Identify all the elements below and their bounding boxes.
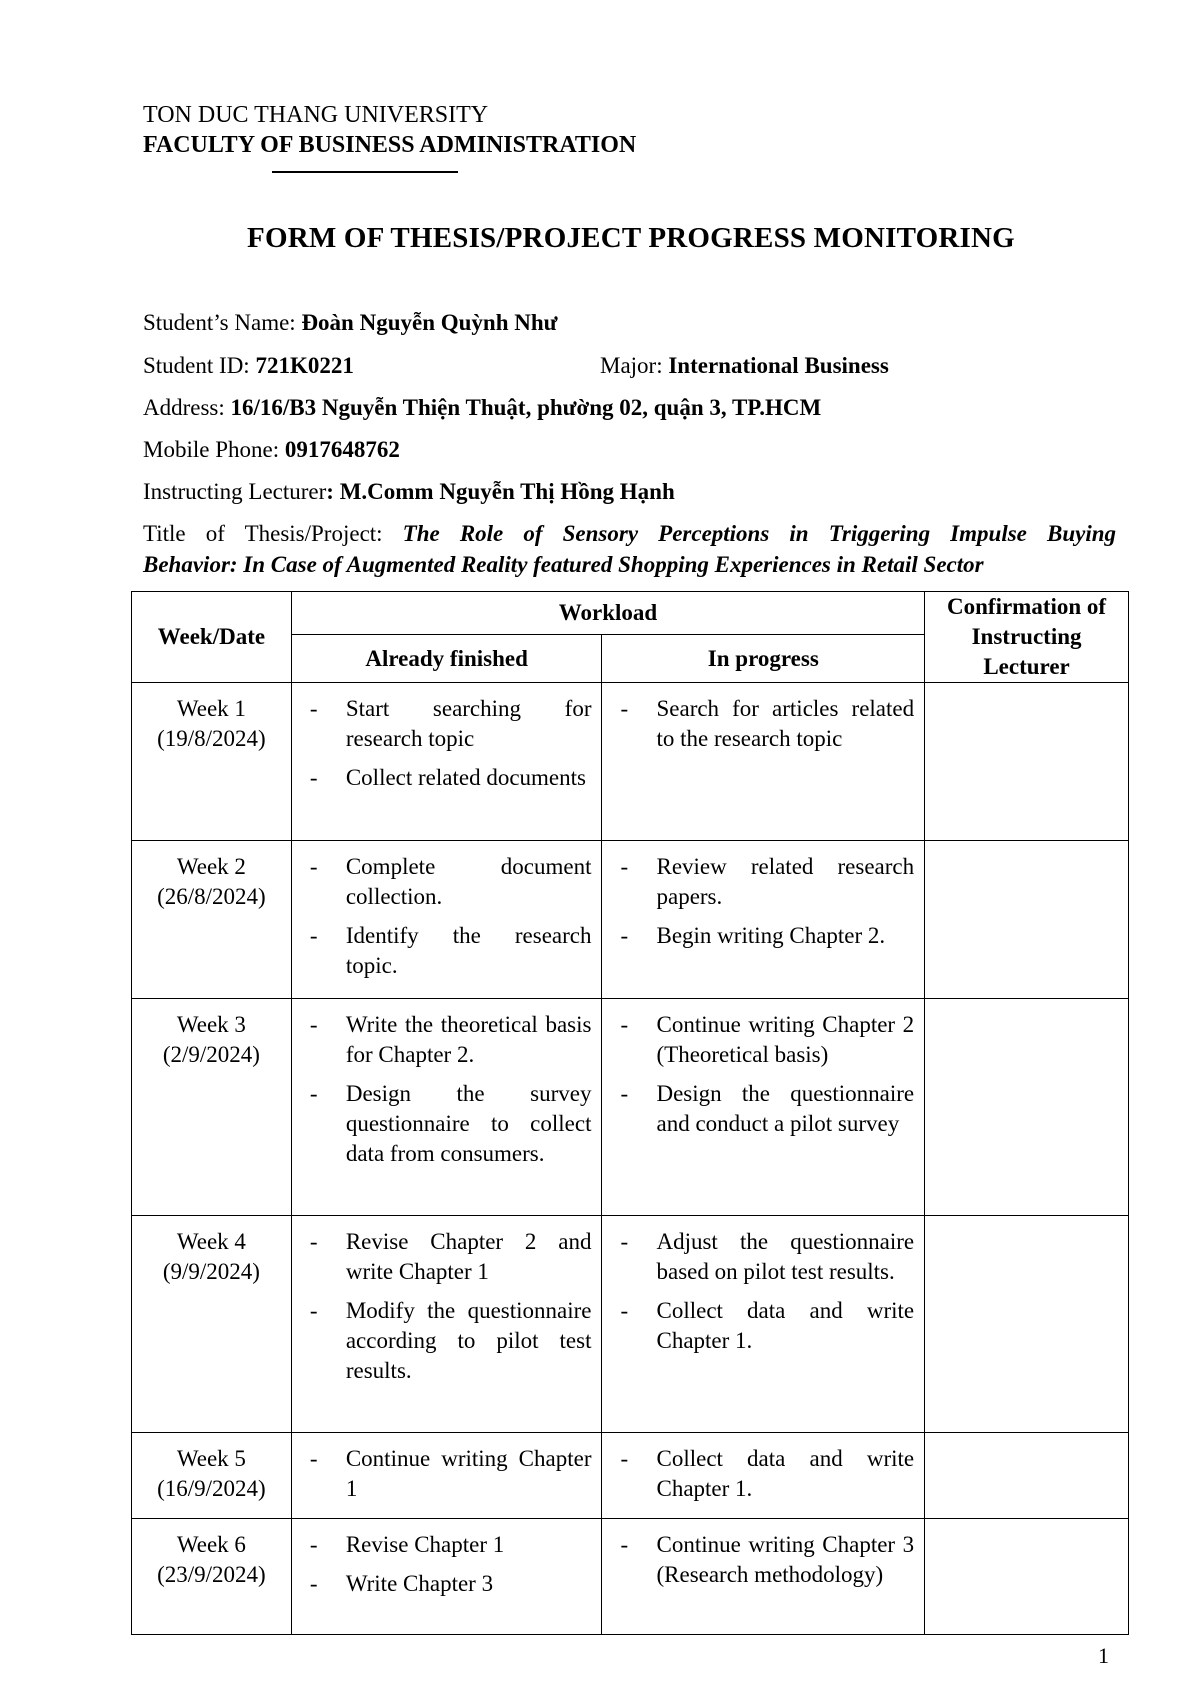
- confirmation-cell: [925, 1216, 1129, 1433]
- week-cell: [132, 999, 292, 1216]
- task-list: [602, 683, 924, 754]
- address-value: 16/16/B3 Nguyễn Thiện Thuật, phường 02, quận 3, TP.HCM: [230, 395, 822, 420]
- confirmation-cell: [925, 683, 1129, 841]
- table-row: [132, 1519, 1129, 1635]
- task-item: - Design the survey questionnaire to collect data from consumers.: [292, 1079, 592, 1169]
- in-progress-cell: [602, 999, 925, 1216]
- thesis-title-line1: The Role of Sensory Perceptions in Triggering Impulse Buying: [402, 521, 1116, 546]
- already-finished-cell: [291, 1433, 602, 1519]
- task-item: - Continue writing Chapter 1: [292, 1444, 592, 1504]
- task-list: [292, 1519, 602, 1599]
- week-date: (16/9/2024): [157, 1476, 266, 1501]
- already-finished-cell: [291, 999, 602, 1216]
- confirmation-cell: [925, 841, 1129, 999]
- task-list: [292, 1433, 602, 1504]
- task-list: [602, 1519, 924, 1590]
- week-cell: [132, 1519, 292, 1635]
- task-list: [602, 999, 924, 1139]
- task-item: - Complete document collection.: [292, 852, 592, 912]
- student-name-value: Đoàn Nguyễn Quỳnh Như: [301, 310, 558, 335]
- task-item: - Start searching for research topic: [292, 694, 592, 754]
- lecturer-colon: :: [326, 479, 340, 504]
- in-progress-cell: [602, 1519, 925, 1635]
- in-progress-cell: [602, 1433, 925, 1519]
- task-list: [602, 841, 924, 951]
- address-row: [143, 393, 821, 423]
- task-item: - Continue writing Chapter 3 (Research methodology): [602, 1530, 914, 1590]
- student-name-row: [143, 308, 557, 338]
- thesis-title-label: Title of Thesis/Project:: [143, 521, 403, 546]
- task-item: - Review related research papers.: [602, 852, 914, 912]
- progress-rows: [132, 683, 1129, 1635]
- week-date: (23/9/2024): [157, 1562, 266, 1587]
- in-progress-cell: [602, 683, 925, 841]
- in-progress-header: In progress: [602, 635, 925, 683]
- header-divider: [272, 171, 458, 173]
- week-date: (2/9/2024): [162, 1042, 260, 1067]
- task-item: - Identify the research topic.: [292, 921, 592, 981]
- already-finished-cell: [291, 683, 602, 841]
- lecturer-row: [143, 477, 675, 507]
- week-label: Week 2: [176, 854, 246, 879]
- week-cell: [132, 1216, 292, 1433]
- phone-value: 0917648762: [284, 437, 400, 462]
- week-date-header: Week/Date: [132, 592, 292, 683]
- task-item: - Modify the questionnaire according to pilot test results.: [292, 1296, 592, 1386]
- task-item: - Write Chapter 3: [292, 1569, 592, 1599]
- task-item: - Continue writing Chapter 2 (Theoretical basis): [602, 1010, 914, 1070]
- week-cell: [132, 1433, 292, 1519]
- thesis-title-row: [143, 519, 1116, 549]
- lecturer-label: Instructing Lecturer: [143, 479, 327, 504]
- week-label: Week 5: [176, 1446, 246, 1471]
- already-finished-cell: [291, 1216, 602, 1433]
- already-finished-header: Already finished: [291, 635, 602, 683]
- phone-label: Mobile Phone:: [143, 437, 285, 462]
- task-list: [292, 1216, 602, 1386]
- student-id-value: 721K0221: [255, 353, 354, 378]
- letterhead: [143, 100, 636, 160]
- major-row: [600, 351, 889, 381]
- table-row: [132, 1433, 1129, 1519]
- table-row: [132, 841, 1129, 999]
- week-date: (26/8/2024): [157, 884, 266, 909]
- week-cell: [132, 683, 292, 841]
- task-item: - Collect data and write Chapter 1.: [602, 1444, 914, 1504]
- task-item: - Search for articles related to the research topic: [602, 694, 914, 754]
- phone-row: [143, 435, 400, 465]
- table-row: [132, 683, 1129, 841]
- task-item: - Write the theoretical basis for Chapter 2.: [292, 1010, 592, 1070]
- task-item: - Collect related documents: [292, 763, 592, 793]
- task-list: [602, 1433, 924, 1504]
- week-cell: [132, 841, 292, 999]
- task-item: - Collect data and write Chapter 1.: [602, 1296, 914, 1356]
- student-id-row: [143, 351, 354, 381]
- task-item: - Adjust the questionnaire based on pilot test results.: [602, 1227, 914, 1287]
- confirmation-header: Confirmation of Instructing Lecturer: [925, 592, 1129, 683]
- confirmation-cell: [925, 999, 1129, 1216]
- workload-header: Workload: [291, 592, 924, 635]
- faculty-name: FACULTY OF BUSINESS ADMINISTRATION: [143, 132, 637, 158]
- week-date: (19/8/2024): [157, 726, 266, 751]
- week-date: (9/9/2024): [162, 1259, 260, 1284]
- major-value: International Business: [668, 353, 889, 378]
- address-label: Address:: [143, 395, 231, 420]
- week-label: Week 1: [176, 696, 246, 721]
- university-name: TON DUC THANG UNIVERSITY: [143, 102, 489, 128]
- in-progress-cell: [602, 841, 925, 999]
- already-finished-cell: [291, 841, 602, 999]
- task-list: [602, 1216, 924, 1356]
- task-item: - Begin writing Chapter 2.: [602, 921, 914, 951]
- major-label: Major:: [600, 353, 669, 378]
- table-row: [132, 1216, 1129, 1433]
- week-label: Week 3: [176, 1012, 246, 1037]
- task-item: - Revise Chapter 2 and write Chapter 1: [292, 1227, 592, 1287]
- form-title: FORM OF THESIS/PROJECT PROGRESS MONITORING: [247, 222, 1015, 254]
- in-progress-cell: [602, 1216, 925, 1433]
- thesis-title-row-2: [143, 550, 1116, 580]
- student-name-label: Student’s Name:: [143, 310, 302, 335]
- page-number: 1: [1098, 1643, 1109, 1668]
- task-item: - Revise Chapter 1: [292, 1530, 592, 1560]
- confirmation-cell: [925, 1433, 1129, 1519]
- task-list: [292, 841, 602, 981]
- task-list: [292, 683, 602, 793]
- confirmation-cell: [925, 1519, 1129, 1635]
- task-item: - Design the questionnaire and conduct a pilot survey: [602, 1079, 914, 1139]
- week-label: Week 6: [176, 1532, 246, 1557]
- task-list: [292, 999, 602, 1169]
- lecturer-value: M.Comm Nguyễn Thị Hồng Hạnh: [339, 479, 675, 504]
- thesis-title-line2: Behavior: In Case of Augmented Reality featured Shopping Experiences in Retail Sector: [143, 552, 984, 577]
- already-finished-cell: [291, 1519, 602, 1635]
- student-id-label: Student ID:: [143, 353, 256, 378]
- table-row: [132, 999, 1129, 1216]
- week-label: Week 4: [176, 1229, 246, 1254]
- progress-table: [131, 591, 1129, 1635]
